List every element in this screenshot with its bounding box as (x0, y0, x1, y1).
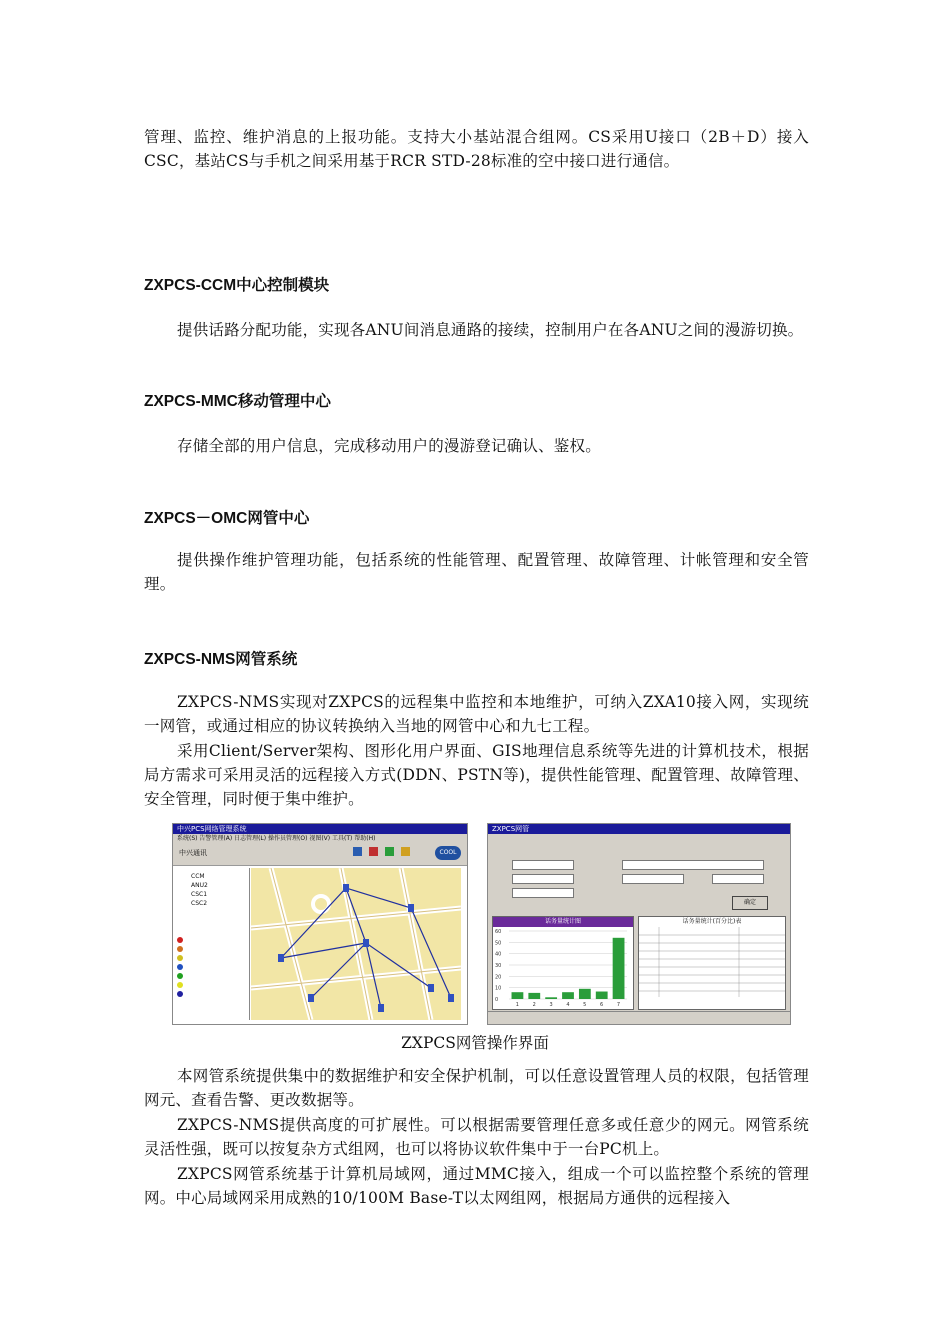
company-label: 中兴通讯 (179, 849, 207, 857)
status-icon (385, 847, 394, 856)
tree-pane (173, 868, 250, 1020)
y-tick-label: 30 (495, 963, 502, 969)
tab-strip (488, 834, 790, 850)
nms-map-screenshot (172, 823, 468, 1025)
heading-nms: ZXPCS-NMS网管系统 (144, 651, 298, 668)
alarm-legend (177, 928, 243, 1014)
warning-icon (401, 847, 410, 856)
y-tick-label: 40 (495, 951, 502, 958)
bar (579, 989, 591, 999)
map-network-graphic (251, 868, 461, 1020)
nms-statistics-screenshot (487, 823, 791, 1025)
bar (596, 992, 608, 999)
paragraph-after-1: 本网管系统提供集中的数据维护和安全保护机制，可以任意设置管理人员的权限，包括管理网元、查看告警、更改数据等。 (144, 1067, 809, 1109)
paragraph-nms-1: ZXPCS-NMS实现对ZXPCS的远程集中监控和本地维护，可纳入ZXA10接入网，实现统一网管，或通过相应的协议转换纳入当地的网管中心和九七工程。 (144, 693, 809, 735)
chart-title: 话务量统计图 (493, 917, 633, 927)
toolbar-icon (353, 847, 362, 856)
alarm-icon (369, 847, 378, 856)
y-tick-label: 60 (495, 929, 502, 935)
y-tick-label: 0 (495, 997, 499, 1003)
bar (512, 992, 524, 999)
paragraph-mmc: 存储全部的用户信息，完成移动用户的漫游登记确认、鉴权。 (177, 437, 601, 455)
tree-item[interactable]: ANU2 (191, 882, 208, 889)
bar-chart-svg (493, 927, 633, 1009)
bar (545, 997, 557, 999)
y-tick-label: 50 (495, 940, 502, 947)
bar (528, 993, 540, 999)
x-tick-label: 7 (616, 1002, 621, 1008)
logo: COOL (435, 846, 461, 860)
status-bar (488, 1011, 790, 1024)
heading-ccm: ZXPCS-CCM中心控制模块 (144, 277, 330, 294)
traffic-chart (492, 916, 634, 1010)
confirm-button[interactable]: 确定 (732, 896, 768, 910)
tree-item[interactable]: CSC1 (191, 891, 208, 898)
table-title: 话务量统计(百分比)表 (682, 918, 742, 925)
window-toolbar (173, 843, 467, 866)
stats-table (638, 916, 786, 1010)
window-titlebar: ZXPCS网管 (488, 824, 790, 834)
paragraph-omc: 提供操作维护管理功能，包括系统的性能管理、配置管理、故障管理、计帐管理和安全管理。 (144, 551, 809, 593)
heading-mmc: ZXPCS-MMC移动管理中心 (144, 393, 331, 410)
tree-item[interactable]: CSC2 (191, 900, 208, 907)
intro-paragraph: 管理、监控、维护消息的上报功能。支持大小基站混合组网。CS采用U接口（2B＋D）接入CSC，基站CS与手机之间采用基于RCR STD-28标准的空中接口进行通信。 (144, 128, 809, 170)
gis-map[interactable] (251, 868, 461, 1020)
form-area (492, 854, 786, 912)
paragraph-after-3: ZXPCS网管系统基于计算机局域网，通过MMC接入，组成一个可以监控整个系统的管理网。中心局域网采用成熟的10/100M Base-T以太网组网，根据局方通供的远程接入 (144, 1165, 809, 1207)
y-tick-label: 10 (495, 985, 502, 992)
paragraph-ccm: 提供话路分配功能，实现各ANU间消息通路的接续，控制用户在各ANU之间的漫游切换。 (177, 321, 804, 339)
window-menubar: 系统(S) 告警管理(A) 日志管理(L) 操作员管理(O) 视图(V) 工具(T) 帮助(H) (173, 834, 467, 843)
heading-omc: ZXPCS－OMC网管中心 (144, 510, 310, 527)
bar (562, 992, 574, 999)
paragraph-nms-2: 采用Client/Server架构、图形化用户界面、GIS地理信息系统等先进的计算机技术，根据局方需求可采用灵活的远程接入方式(DDN、PSTN等)，提供性能管理、配置管理、故障管理、安全管理，同时便于集中维护。 (144, 742, 809, 808)
x-tick-label: 4 (566, 1002, 570, 1008)
x-tick-label: 1 (515, 1002, 519, 1008)
x-tick-label: 6 (600, 1002, 604, 1008)
paragraph-after-2: ZXPCS-NMS提供高度的可扩展性。可以根据需要管理任意多或任意少的网元。网管系统灵活性强，既可以按复杂方式组网，也可以将协议软件集中于一台PC机上。 (144, 1116, 809, 1158)
table-grid (639, 927, 785, 1009)
figure-caption: ZXPCS网管操作界面 (401, 1034, 549, 1052)
tree-item[interactable]: CCM (191, 873, 205, 880)
y-tick-label: 20 (495, 974, 502, 981)
x-tick-label: 2 (532, 1002, 536, 1008)
bar (613, 938, 625, 999)
window-titlebar: 中兴PCS网络管理系统 (173, 824, 467, 834)
x-tick-label: 5 (583, 1002, 587, 1008)
x-tick-label: 3 (549, 1002, 553, 1008)
